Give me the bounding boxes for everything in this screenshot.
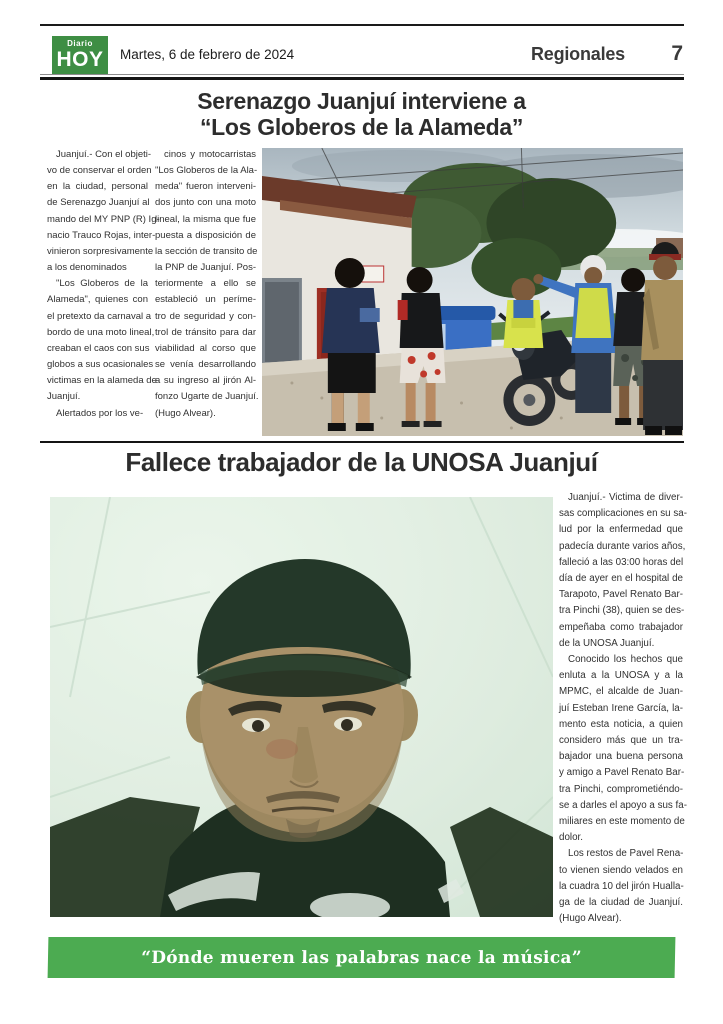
article1-headline-line1: Serenazgo Juanjuí interviene a	[197, 88, 526, 114]
portrait-illustration	[50, 497, 553, 917]
article1-column1	[47, 147, 160, 422]
body-text-line: mento esta noticia, a quien	[559, 718, 683, 730]
body-text-line: de la UNOSA Juanjuí.	[559, 637, 655, 649]
body-text-line: Conocido los hechos que	[568, 654, 683, 666]
body-text-line: la cuadra 10 del jirón Hualla-	[559, 880, 684, 892]
body-text-line: vo de conservar el orden	[47, 165, 152, 177]
body-text-line: lud por la enfermedad que	[559, 524, 683, 536]
body-text-line: tra Pinchi, comprometiéndo-	[559, 783, 683, 795]
article1-headline-line2: “Los Globeros de la Alameda”	[199, 114, 524, 140]
body-text-line: considero más que un tra-	[559, 735, 683, 747]
body-text-line: (Hugo Alvear).	[155, 407, 216, 419]
section-divider-rule	[40, 441, 684, 443]
edition-date: Martes, 6 de febrero de 2024	[120, 47, 295, 62]
body-text-line: la PNP de Juanjuí. Pos-	[155, 262, 256, 274]
body-text-line: globos a sus ocasionales	[47, 359, 154, 371]
body-text-line: el pretexto da carnaval a	[47, 310, 152, 322]
body-text-line: tro de seguridad y con-	[155, 310, 256, 322]
body-text-line: juí Esteban Irene García, la-	[559, 702, 683, 714]
body-text-line: viabilidad al corso que	[155, 342, 256, 354]
body-text-line: "Los Globeros de la Ala-	[155, 165, 258, 177]
top-rule	[40, 24, 684, 26]
body-text-line: se venía desarrollando	[155, 359, 256, 371]
body-text-line: creaban el caos con sus	[47, 342, 150, 354]
page-number: 7	[671, 42, 683, 65]
body-text-line: la sección de transito de	[155, 245, 258, 257]
body-text-line: a su ingreso al jirón Al-	[155, 375, 256, 387]
body-text-line: "Los Globeros de la	[56, 278, 148, 290]
body-text-line: cinos y motocarristas	[164, 149, 256, 160]
body-text-line: victimas en la alameda de	[47, 375, 157, 387]
body-text-line: puesta a disposición de	[155, 229, 256, 241]
body-text-line: Juanjuí.- Victima de diver-	[568, 492, 683, 503]
body-text-line: Juanjuí.- Con el objeti-	[56, 149, 152, 160]
body-text-line: se a darles el apoyo a sus fa-	[559, 799, 687, 811]
body-text-line: y amigo a Pavel Renato Bar-	[559, 767, 685, 779]
body-text-line: nacio Trauco Rojas, inter-	[47, 229, 156, 241]
body-text-line: de Serenazgo Juanjuí al	[47, 197, 150, 209]
body-text-line: Los restos de Pavel Rena-	[568, 848, 684, 860]
body-text-line: en la ciudad, personal	[47, 181, 148, 193]
body-text-line: bordo de una moto lineal,	[47, 326, 155, 338]
body-text-line: Tarapoto, Pavel Renato Bar-	[559, 589, 683, 601]
article1-column2	[155, 147, 259, 422]
body-text-line: dos junto con una moto	[155, 197, 256, 209]
body-text-line: ga de la ciudad de Juanjuí.	[559, 897, 683, 909]
body-text-line: estableció un períme-	[155, 294, 256, 306]
body-text-line: teriormente a ello se	[155, 278, 256, 290]
section-title: Regionales	[530, 44, 625, 64]
body-text-line: tra Pinchi (38), quien se des-	[559, 605, 685, 617]
article1-headline	[0, 88, 723, 140]
body-text-line: Alertados por los ve-	[56, 407, 144, 419]
body-text-line: fonzo Ugarte de Juanjuí.	[155, 391, 259, 403]
body-text-line: bajador una buena persona	[559, 751, 683, 763]
body-text-line: miliares en este momento de	[559, 816, 685, 828]
body-text-line: trol de tránsito para dar	[155, 326, 256, 338]
footer-quote-banner	[48, 937, 676, 978]
body-text-line: lineal, la misma que fue	[155, 213, 256, 225]
street-scene-illustration	[262, 148, 683, 436]
deceased-worker-portrait-photo	[50, 497, 553, 917]
body-text-line: to vienen siendo velados en	[559, 864, 683, 876]
logo-diario-text: Diario	[67, 39, 93, 48]
body-text-line: enluta a la UNOSA y a la	[559, 670, 683, 682]
body-text-line: padecía durante varios años,	[559, 540, 686, 552]
header-double-rule	[40, 74, 684, 80]
body-text-line: sas complicaciones en su sa-	[559, 508, 687, 520]
body-text-line: Alameda", quienes con	[47, 294, 148, 306]
body-text-line: empeñaba como trabajador	[559, 621, 683, 633]
street-intervention-photo	[262, 148, 683, 436]
footer-quote-text: “Dónde mueren las palabras nace la música”	[140, 947, 583, 968]
body-text-line: (Hugo Alvear).	[559, 913, 622, 925]
article2-column	[559, 490, 687, 927]
body-text-line: meda" fueron interveni-	[155, 181, 256, 193]
body-text-line: vinieron sorpresivamente	[47, 245, 154, 257]
article2-headline: Fallece trabajador de la UNOSA Juanjuí	[125, 447, 598, 477]
body-text-line: mando del MY PNP (R) Ig-	[47, 213, 160, 225]
diario-hoy-logo	[52, 36, 108, 74]
body-text-line: falleció a las 03:00 horas del	[559, 556, 684, 568]
logo-hoy-text: HOY	[56, 48, 104, 71]
body-text-line: MPMC, el alcalde de Juan-	[559, 686, 683, 698]
body-text-line: dolor.	[559, 832, 583, 844]
body-text-line: a los denominados	[47, 262, 127, 274]
body-text-line: día de ayer en el hospital de	[559, 573, 683, 585]
body-text-line: Juanjuí.	[47, 391, 81, 403]
